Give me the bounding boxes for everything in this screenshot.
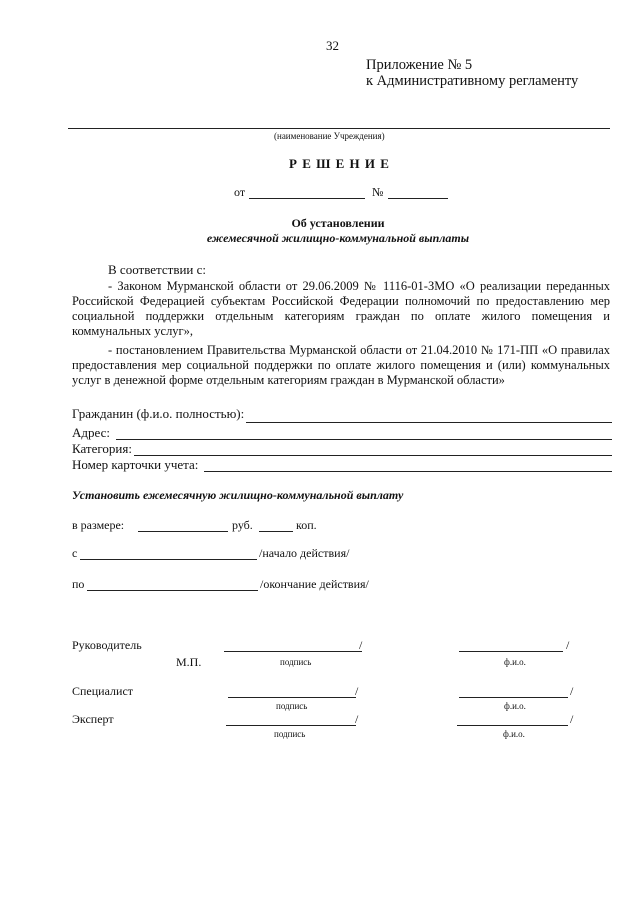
- basis-law: - Законом Мурманской области от 29.06.2009 № 1116-01-ЗМО «О реализации переданных Российской Федерацией субъектам Российской Федерации полномочий по предоставлению мер социальной поддержки отдельным категориям граждан по оплате жилого помещения и коммунальных услуг»,: [72, 279, 610, 338]
- appendix-title: Приложение № 5: [366, 57, 473, 73]
- decision-title: Р Е Ш Е Н И Е: [289, 156, 390, 171]
- category-label: Категория:: [72, 441, 132, 456]
- specialist-name-slash: /: [570, 684, 574, 698]
- basis-resolution: - постановлением Правительства Мурманской области от 21.04.2010 № 171-ПП «О правилах предоставления мер социальной поддержки по оплате жилого помещения и (или) коммунальных услуг в денежной форме отдельным категориям граждан в Мурманской области»: [72, 343, 610, 387]
- institution-name-line[interactable]: [68, 128, 610, 129]
- end-date-field[interactable]: [87, 590, 258, 591]
- end-prefix: по: [72, 577, 85, 591]
- address-field[interactable]: [116, 439, 612, 440]
- kop-label: коп.: [296, 518, 317, 532]
- specialist-label: Специалист: [72, 684, 134, 698]
- payment-heading: Установить ежемесячную жилищно-коммунальной выплату: [72, 488, 404, 502]
- head-signature-caption: подпись: [280, 657, 312, 667]
- address-label: Адрес:: [72, 425, 110, 440]
- expert-name-slash: /: [570, 712, 574, 726]
- subject-line-1: Об установлении: [291, 216, 385, 230]
- expert-slash: /: [355, 712, 359, 726]
- card-number-field[interactable]: [204, 471, 612, 472]
- start-prefix: с: [72, 546, 78, 560]
- expert-label: Эксперт: [72, 712, 114, 726]
- amount-label: в размере:: [72, 518, 125, 532]
- card-number-label: Номер карточки учета:: [72, 457, 199, 472]
- head-name-caption: ф.и.о.: [504, 657, 526, 667]
- appendix-subtitle: к Административному регламенту: [366, 73, 579, 89]
- end-suffix: /окончание действия/: [260, 577, 369, 591]
- basis-intro: В соответствии с:: [108, 262, 207, 277]
- institution-caption: (наименование Учреждения): [274, 131, 385, 141]
- specialist-slash: /: [355, 684, 359, 698]
- citizen-label: Гражданин (ф.и.о. полностью):: [72, 406, 245, 421]
- expert-signature-caption: подпись: [274, 729, 306, 739]
- category-field[interactable]: [134, 455, 612, 456]
- head-name-field[interactable]: [459, 651, 563, 652]
- head-slash: /: [359, 638, 363, 652]
- amount-rub-field[interactable]: [138, 531, 228, 532]
- specialist-name-field[interactable]: [459, 697, 568, 698]
- number-field[interactable]: [388, 198, 448, 199]
- specialist-name-caption: ф.и.о.: [504, 701, 526, 711]
- head-signature-field[interactable]: [224, 651, 362, 652]
- expert-name-caption: ф.и.о.: [503, 729, 525, 739]
- specialist-signature-caption: подпись: [276, 701, 308, 711]
- date-field[interactable]: [249, 198, 365, 199]
- page-number: 32: [326, 38, 339, 53]
- expert-signature-field[interactable]: [226, 725, 356, 726]
- citizen-name-field[interactable]: [246, 422, 612, 423]
- stamp-label: М.П.: [176, 655, 202, 669]
- number-label: №: [372, 185, 384, 199]
- amount-kop-field[interactable]: [259, 531, 293, 532]
- rub-label: руб.: [232, 518, 253, 532]
- head-name-slash: /: [566, 638, 570, 652]
- specialist-signature-field[interactable]: [228, 697, 356, 698]
- expert-name-field[interactable]: [457, 725, 568, 726]
- start-suffix: /начало действия/: [259, 546, 350, 560]
- date-label: от: [234, 185, 246, 199]
- head-label: Руководитель: [72, 638, 142, 652]
- start-date-field[interactable]: [80, 559, 257, 560]
- subject-line-2: ежемесячной жилищно-коммунальной выплаты: [206, 231, 470, 245]
